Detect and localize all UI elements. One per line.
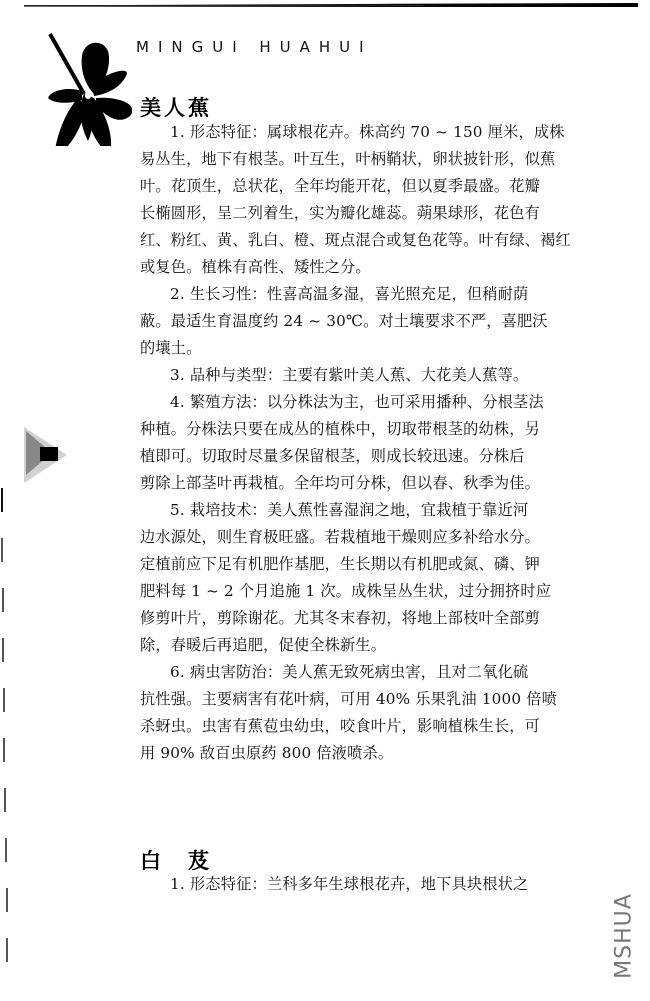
text-line: 定植前应下足有机肥作基肥，生长期以有机肥或氮、磷、钾 [140, 555, 541, 573]
text-line: 除，春暖后再追肥，促使全株新生。 [140, 636, 387, 654]
margin-tick [1, 538, 3, 562]
top-rule-thin [24, 5, 424, 6]
scan-speckle [22, 425, 77, 485]
text-line: 肥料每 1 ~ 2 个月追施 1 次。成株呈丛生状，过分拥挤时应 [140, 582, 552, 600]
margin-tick [2, 638, 4, 662]
text-line: 蔽。最适生育温度约 24 ~ 30℃。对土壤要求不严，喜肥沃 [140, 312, 548, 330]
text-line: 抗性强。主要病害有花叶病，可用 40% 乐果乳油 1000 倍喷 [140, 690, 558, 708]
text-line: 边水源处，则生育极旺盛。若栽植地干燥则应多补给水分。 [140, 528, 541, 546]
watermark [612, 885, 636, 987]
text-line: 易丛生，地下有根茎。叶互生，叶柄鞘状，卵状披针形，似蕉 [140, 150, 556, 168]
text-line: 1. 形态特征：兰科多年生球根花卉，地下具块根状之 [170, 875, 529, 893]
orchid-flower-icon [22, 16, 132, 146]
text-line: 种植。分株法只要在成丛的植株中，切取带根茎的幼株，另 [140, 420, 541, 438]
text-line: 或复色。植株有高性、矮性之分。 [140, 258, 371, 276]
text-line: 1. 形态特征：属球根花卉。株高约 70 ~ 150 厘米，成株 [170, 123, 565, 141]
text-line: 修剪叶片，剪除谢花。尤其冬末春初，将地上部枝叶全部剪 [140, 609, 541, 627]
text-line: 6. 病虫害防治：美人蕉无致死病虫害，且对二氧化硫 [170, 663, 529, 681]
margin-tick [3, 738, 5, 762]
section-body [140, 119, 580, 767]
text-line: 5. 栽培技术：美人蕉性喜湿润之地，宜栽植于靠近河 [170, 501, 529, 519]
text-line: 3. 品种与类型：主要有紫叶美人蕉、大花美人蕉等。 [170, 366, 529, 384]
margin-tick [5, 838, 7, 862]
margin-tick [6, 938, 8, 962]
margin-tick [1, 488, 3, 512]
text-line: 叶。花顶生，总状花，全年均能开花，但以夏季最盛。花瓣 [140, 177, 541, 195]
margin-tick [2, 588, 4, 612]
text-line: 用 90% 敌百虫原药 800 倍液喷杀。 [140, 744, 394, 762]
text-line: 长椭圆形，呈二列着生，实为瓣化雄蕊。蒴果球形，花色有 [140, 204, 541, 222]
text-line: 的壤土。 [140, 339, 202, 357]
text-line: 4. 繁殖方法：以分株法为主，也可采用播种、分根茎法 [170, 393, 544, 411]
margin-tick [3, 688, 5, 712]
margin-tick [6, 888, 8, 912]
section-title: 美人蕉 [140, 95, 212, 120]
text-line: 杀蚜虫。虫害有蕉苞虫幼虫，咬食叶片，影响植株生长，可 [140, 717, 541, 735]
text-line: 红、粉红、黄、乳白、橙、斑点混合或复色花等。叶有绿、褐红 [140, 231, 571, 249]
margin-tick [4, 788, 6, 812]
text-line: 植即可。切取时尽量多保留根茎，则成长较迅速。分株后 [140, 447, 525, 465]
section-title: 白 芨 [140, 848, 212, 873]
section-body [140, 871, 580, 898]
watermark-text: MSHUA [611, 893, 637, 979]
running-head: MINGUI HUAHUI [136, 38, 373, 56]
text-line: 剪除上部茎叶再栽植。全年均可分株，但以春、秋季为佳。 [140, 474, 541, 492]
text-line: 2. 生长习性：性喜高温多湿，喜光照充足，但稍耐荫 [170, 285, 529, 303]
